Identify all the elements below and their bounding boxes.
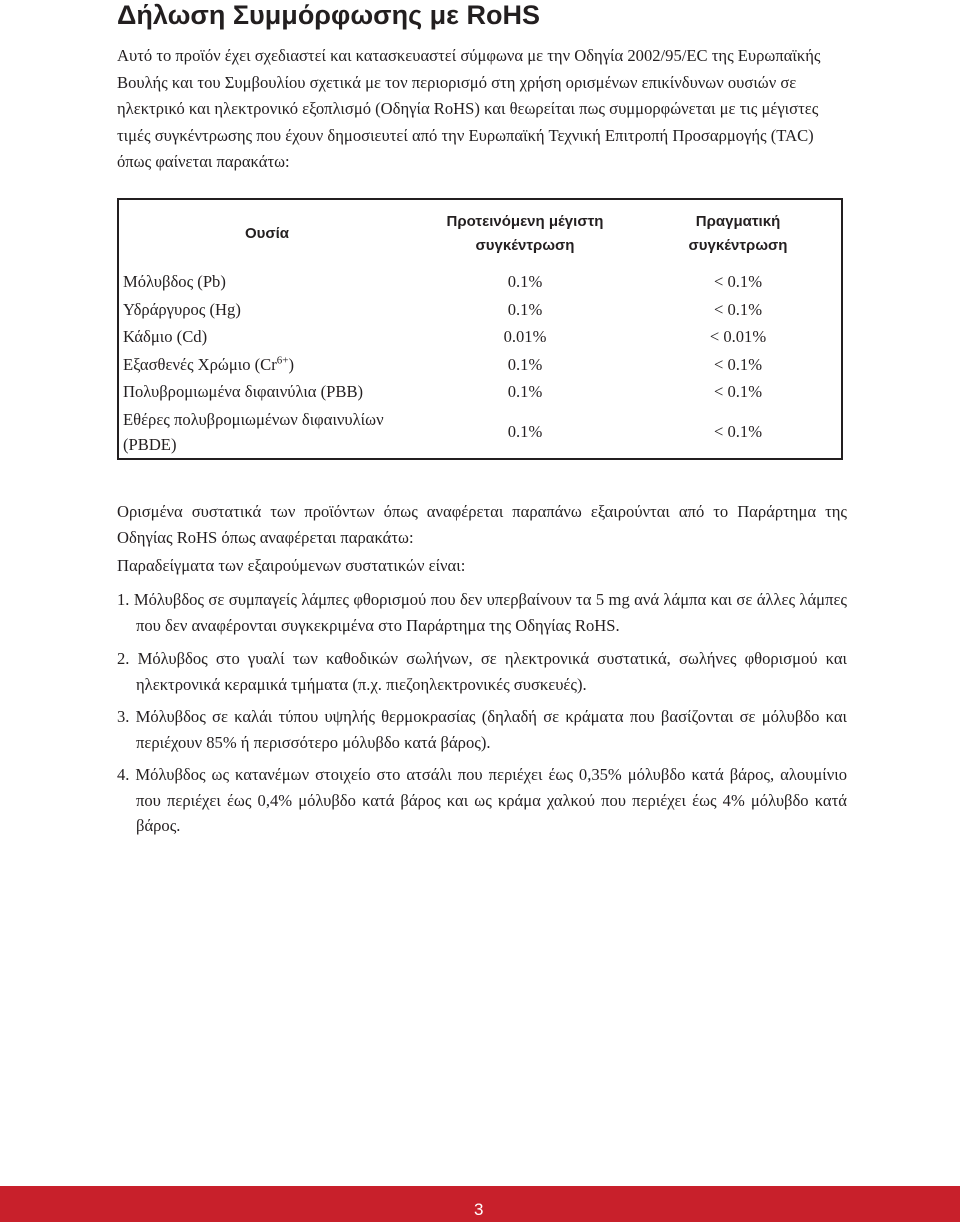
row-actual: < 0.1% [713,354,763,374]
exemption-intro: Ορισμένα συστατικά των προϊόντων όπως αναφέρεται παραπάνω εξαιρούνται από το Παράρτημα της Οδηγίας RoHS όπως αναφέρεται παρακάτω: [117,502,847,547]
rohs-table [117,198,843,460]
header-proposed [415,200,635,268]
table-row [119,268,841,296]
row-substance: Πολυβρομιωμένα διφαινύλια (PBB) [123,382,364,402]
substance-text-end: ) [288,354,295,374]
row-substance [119,351,415,379]
table-row [119,406,841,458]
list-item: 2. Μόλυβδος στο γυαλί των καθοδικών σωλήνων, σε ηλεκτρονικά συστατικά, σωλήνες φθορισμού και ηλεκτρονικά κεραμικά τμήματα (π.χ. πιεζοηλεκτρονικές συσκευές). [117,649,847,694]
list-item: 4. Μόλυβδος ως κατανέμων στοιχείο στο ατσάλι που περιέχει έως 0,35% μόλυβδο κατά βάρος, αλουμίνιο που περιέχει έως 0,4% μόλυβδο κατά βάρος και ως κράμα χαλκού που περιέχει έως 4% μόλυβδο κατά βάρος. [117,765,847,835]
header-substance: Ουσία [244,225,290,242]
table-row [119,323,841,351]
row-actual: < 0.01% [709,327,767,347]
header-actual-text: Πραγματική συγκέντρωση [688,213,788,254]
list-item: 3. Μόλυβδος σε καλάι τύπου υψηλής θερμοκρασίας (δηλαδή σε κράματα που βασίζονται σε μόλυβδο και περιέχουν 85% ή περισσότερο μόλυβδο κατά βάρος). [117,707,847,752]
substance-text: Εξασθενές Χρώμιο (Cr [123,354,277,374]
table-header-row [119,200,841,268]
row-proposed: 0.1% [507,272,543,292]
table-row [119,378,841,406]
list-item: 1. Μόλυβδος σε συμπαγείς λάμπες φθορισμού που δεν υπερβαίνουν τα 5 mg ανά λάμπα και σε άλλες λάμπες που δεν αναφέρονται συγκεκριμένα στο Παράρτημα της Οδηγίας RoHS. [117,590,847,635]
row-substance: Κάδμιο (Cd) [123,327,208,347]
row-proposed: 0.1% [507,299,543,319]
page-number: 3 [474,1200,484,1219]
intro-paragraph: Αυτό το προϊόν έχει σχεδιαστεί και κατασκευαστεί σύμφωνα με την Οδηγία 2002/95/EC της Ευρωπαϊκής Βουλής και του Συμβουλίου σχετικά με τον περιορισμό στη χρήση ορισμένων επικίνδυνων ουσιών σε ηλεκτρικό και ηλεκτρονικό εξοπλισμό (Οδηγία RoHS) και θεωρείται πως συμμορφώνεται με τις μέγιστες τιμές συγκέντρωσης που έχουν δημοσιευτεί από την Ευρωπαϊκή Τεχνική Επιτροπή Προσαρμογής (TAC) όπως φαίνεται παρακάτω: [117,46,821,171]
superscript: 6+ [276,354,289,367]
substance-text: Εθέρες πολυβρομιωμένων διφαινυλίων (PBDE) [123,409,384,454]
row-actual: < 0.1% [713,272,763,292]
row-actual: < 0.1% [713,382,763,402]
row-actual: < 0.1% [713,422,763,441]
row-substance: Μόλυβδος (Pb) [123,272,226,292]
row-substance: Υδράργυρος (Hg) [123,299,241,319]
row-proposed: 0.1% [507,422,543,441]
header-proposed-text: Προτεινόμενη μέγιστη συγκέντρωση [446,213,604,254]
row-proposed: 0.1% [507,354,543,374]
row-actual: < 0.1% [713,299,763,319]
table-row [119,351,841,379]
page-title: Δήλωση Συμμόρφωσης με RoHS [117,0,540,30]
examples-label: Παραδείγματα των εξαιρούμενων συστατικών είναι: [117,556,466,575]
table-row [119,296,841,324]
substance-table [119,200,841,458]
row-substance [119,406,415,458]
row-proposed: 0.1% [507,382,543,402]
header-actual [635,200,841,268]
row-proposed: 0.01% [503,327,547,347]
